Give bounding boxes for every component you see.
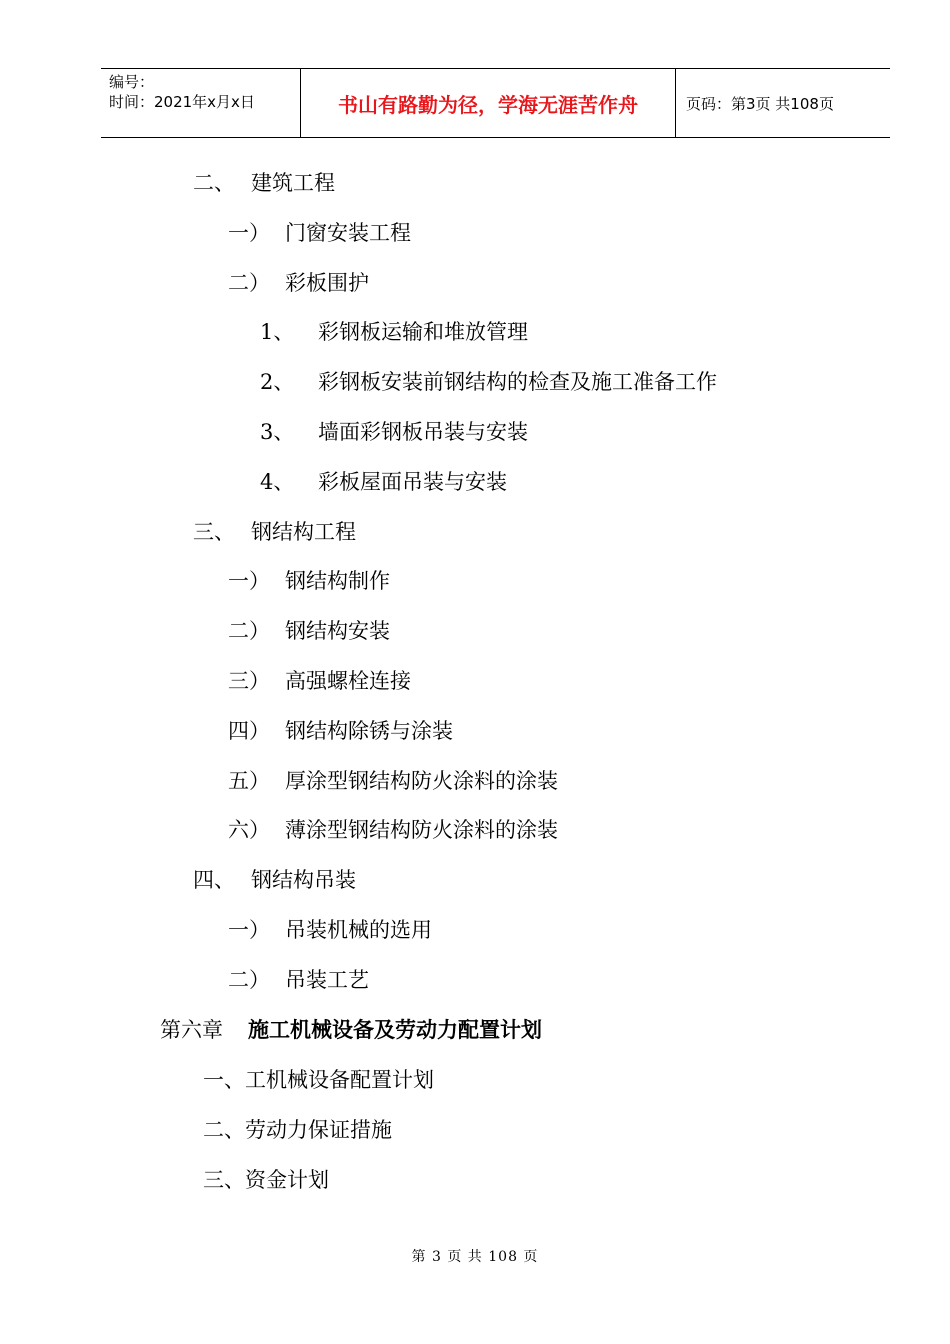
toc-entry-text: 建筑工程	[251, 171, 335, 195]
chapter-item	[203, 1066, 434, 1094]
toc-entry-number: 一）	[228, 220, 270, 245]
toc-entry-text: 钢结构制作	[285, 569, 390, 594]
toc-entry-text: 彩板屋面吊装与安装	[318, 469, 507, 494]
chapter-item	[203, 1116, 392, 1144]
toc-entry-text: 钢结构吊装	[251, 868, 356, 893]
toc-entry-number: 六）	[228, 818, 270, 843]
toc-entry-number: 四、	[193, 868, 235, 893]
header-page-info: 页码：第3页 共108页	[686, 94, 834, 113]
toc-entry-text: 门窗安装工程	[285, 220, 411, 245]
toc-entry-number: 二）	[228, 967, 270, 992]
toc-entry-text: 钢结构安装	[285, 619, 390, 644]
toc-entry-text: 钢结构工程	[251, 519, 356, 544]
toc-entry-text: 彩钢板安装前钢结构的检查及施工准备工作	[318, 370, 717, 395]
toc-entry-text: 厚涂型钢结构防火涂料的涂装	[285, 768, 558, 793]
toc-entry-text: 墙面彩钢板吊装与安装	[318, 420, 528, 444]
toc-entry-number: 二）	[228, 270, 270, 295]
toc-entry-number: 一）	[228, 918, 270, 942]
toc-entry-number: 2、	[260, 370, 295, 395]
toc-entry-number: 3、	[260, 420, 295, 444]
document-date: 时间：2021年x月x日	[109, 93, 255, 111]
document-number-label: 编号：	[109, 73, 155, 91]
chapter-title: 施工机械设备及劳动力配置计划	[248, 1017, 542, 1042]
page-header	[101, 68, 890, 138]
header-meta	[101, 69, 301, 137]
toc-entry-number: 五）	[228, 768, 270, 793]
toc-entry-text: 高强螺栓连接	[285, 669, 411, 693]
toc-entry-text: 吊装工艺	[285, 967, 369, 992]
chapter-item	[203, 1166, 329, 1194]
toc-entry-number: 一）	[228, 569, 270, 594]
header-motto: 书山有路勤为径，学海无涯苦作舟	[301, 69, 676, 137]
toc-entry-number: 1、	[260, 320, 295, 345]
toc-entry-text: 彩钢板运输和堆放管理	[318, 320, 528, 345]
toc-entry-text: 薄涂型钢结构防火涂料的涂装	[285, 818, 558, 843]
chapter-number: 第六章	[160, 1018, 223, 1042]
chapter-item-text: 三、资金计划	[203, 1168, 329, 1192]
chapter-item-text: 二、劳动力保证措施	[203, 1118, 392, 1142]
toc-entry-number: 四）	[228, 718, 270, 743]
toc-entry-text: 彩板围护	[285, 270, 369, 295]
chapter-item-text: 一、工机械设备配置计划	[203, 1068, 434, 1092]
toc-entry-number: 二）	[228, 619, 270, 644]
toc-entry-number: 4、	[260, 469, 295, 494]
toc-entry-text: 吊装机械的选用	[285, 918, 432, 942]
page-footer: 第 3 页 共 108 页	[411, 1249, 539, 1265]
toc-entry-number: 三）	[228, 669, 270, 693]
toc-entry-number: 二、	[193, 171, 235, 195]
toc-entry-number: 三、	[193, 519, 235, 544]
toc-entry-text: 钢结构除锈与涂装	[285, 718, 453, 743]
